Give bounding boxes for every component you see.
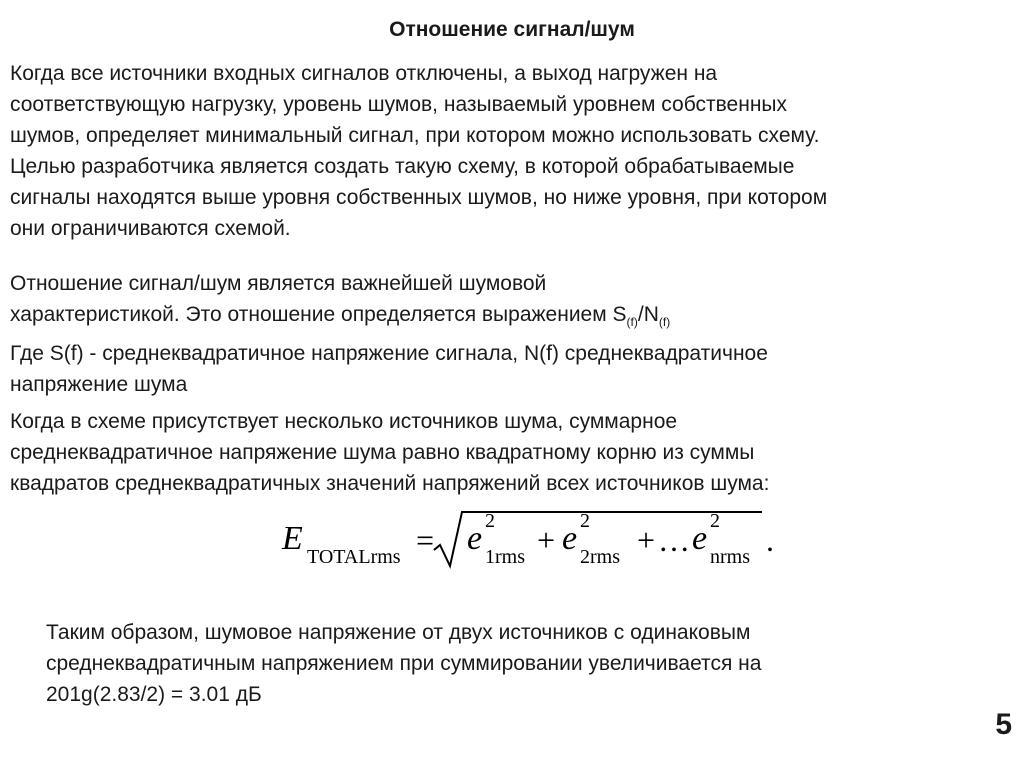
paragraph-noise-floor [10, 58, 1014, 244]
noise-symbol: N [643, 303, 659, 326]
formula-equals: = [416, 522, 435, 558]
text-line: Целью разработчика является создать такую схему, в которой обрабатываемые [10, 155, 795, 178]
paragraph-conclusion [46, 617, 986, 710]
formula-lhs: E [282, 520, 303, 557]
slide-title: Отношение сигнал/шум [389, 18, 635, 41]
formula-plus-1: + [537, 522, 556, 558]
text-line: Таким образом, шумовое напряжение от двух источников с одинаковым [46, 621, 751, 644]
formula-term-n-sup: 2 [710, 510, 720, 532]
text-line: они ограничиваются схемой. [10, 217, 291, 240]
text-line-with-expression [10, 299, 1014, 338]
signal-subscript: (f) [626, 315, 638, 329]
formula-term-1-sub: 1rms [485, 546, 525, 568]
text-line: напряжение шума [10, 373, 188, 396]
paragraph-snr-definition [10, 268, 1014, 400]
ratio-slash: / [637, 303, 644, 326]
formula-term-2-sup: 2 [580, 510, 590, 532]
paragraph-multiple-sources [10, 406, 1014, 499]
formula-lhs-subscript: TOTALrms [307, 546, 401, 568]
text-line: шумов, определяет минимальный сигнал, при котором можно использовать схему. [10, 124, 820, 147]
formula-period: . [766, 522, 774, 558]
text-line: 201g(2.83/2) = 3.01 дБ [46, 683, 262, 706]
formula-term-n: e [692, 520, 708, 557]
text-line: Отношение сигнал/шум является важнейшей шумовой [10, 272, 547, 295]
text-line: Когда в схеме присутствует несколько источников шума, суммарное [10, 410, 678, 433]
text-line: соответствующую нагрузку, уровень шумов, называемый уровнем собственных [10, 93, 788, 116]
formula-plus-2: + [637, 522, 656, 558]
text-line: среднеквадратичным напряжением при суммировании увеличивается на [46, 652, 762, 675]
formula-term-n-sub: nrms [710, 546, 750, 568]
text-line: квадратов среднеквадратичных значений напряжений всех источников шума: [10, 472, 770, 495]
page-number: 5 [995, 708, 1012, 741]
text-line: сигналы находятся выше уровня собственных шумов, но ниже уровня, при котором [10, 186, 828, 209]
signal-symbol: S [612, 303, 627, 326]
text-line: среднеквадратичное напряжение шума равно квадратному корню из суммы [10, 441, 755, 464]
total-noise-formula [282, 506, 782, 570]
formula-term-1: e [467, 520, 483, 557]
formula-term-2-sub: 2rms [580, 546, 620, 568]
formula-term-2: e [562, 520, 578, 557]
text-line: Где S(f) - среднеквадратичное напряжение сигнала, N(f) среднеквадратичное [10, 342, 768, 365]
noise-subscript: (f) [658, 315, 671, 329]
text-line: Когда все источники входных сигналов отключены, а выход нагружен на [10, 62, 718, 85]
expression-intro: характеристикой. Это отношение определяется выражением [10, 303, 613, 326]
formula-ellipsis: … [658, 522, 690, 558]
formula-term-1-sup: 2 [485, 510, 495, 532]
